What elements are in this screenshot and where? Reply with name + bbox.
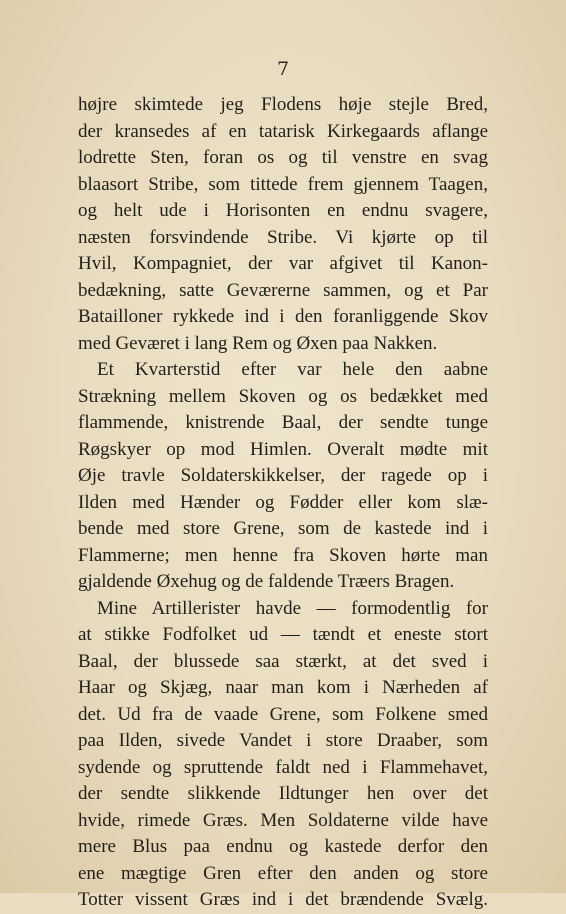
- text-line: mere Blus paa endnu og kastede derfor den: [78, 836, 488, 857]
- text-line: med Geværet i lang Rem og Øxen paa Nakken.: [78, 332, 438, 354]
- text-line: Strækning mellem Skoven og os bedækket med: [78, 385, 488, 407]
- text-line: Baal, der blussede saa stærkt, at det sved i: [78, 650, 488, 672]
- text-line: Batailloner rykkede ind i den foranliggende Skov: [78, 306, 488, 327]
- text-line: og helt ude i Horisonten en endnu svagere,: [78, 200, 488, 221]
- text-line: hvide, rimede Græs. Men Soldaterne vilde have: [78, 809, 488, 831]
- text-line: bedækning, satte Geværerne sammen, og et Par: [78, 279, 488, 301]
- text-line: Haar og Skjæg, naar man kom i Nærheden af: [78, 677, 488, 698]
- text-line: Mine Artillerister havde — formodentlig for: [78, 597, 488, 619]
- text-line: sydende og spruttende faldt ned i Flammehavet,: [78, 756, 488, 778]
- text-line: ene mægtige Gren efter den anden og store: [78, 862, 488, 884]
- text-line: lodrette Sten, foran os og til venstre en svag: [78, 147, 488, 168]
- body-text: [78, 92, 488, 914]
- text-line: paa Ilden, sivede Vandet i store Draaber, som: [78, 730, 488, 751]
- text-line: det. Ud fra de vaade Grene, som Folkene smed: [78, 703, 488, 725]
- text-line: der sendte slikkende Ildtunger hen over det: [78, 783, 488, 804]
- text-line: blaasort Stribe, som tittede frem gjennem Taagen,: [78, 173, 488, 195]
- text-line: højre skimtede jeg Flodens høje stejle Bred,: [78, 94, 488, 115]
- text-line: gjaldende Øxehug og de faldende Træers Bragen.: [78, 571, 455, 592]
- text-line: Hvil, Kompagniet, der var afgivet til Kanon-: [78, 253, 488, 274]
- text-line: Totter vissent Græs ind i det brændende Svælg.: [78, 889, 488, 910]
- text-line: bende med store Grene, som de kastede ind i: [78, 518, 488, 539]
- text-line: der kransedes af en tatarisk Kirkegaards aflange: [78, 120, 488, 142]
- page-number: 7: [276, 58, 290, 80]
- text-line: at stikke Fodfolket ud — tændt et eneste stort: [78, 624, 488, 645]
- text-line: Ilden med Hænder og Fødder eller kom slæ-: [78, 491, 488, 513]
- text-line: Flammerne; men henne fra Skoven hørte man: [78, 544, 488, 566]
- text-line: flammende, knistrende Baal, der sendte tunge: [78, 412, 488, 433]
- text-line: Øje travle Soldaterskikkelser, der ragede op i: [78, 465, 488, 486]
- text-line: Røgskyer op mod Himlen. Overalt mødte mit: [78, 438, 488, 460]
- text-line: Et Kvarterstid efter var hele den aabne: [78, 359, 488, 380]
- text-line: næsten forsvindende Stribe. Vi kjørte op til: [78, 226, 488, 248]
